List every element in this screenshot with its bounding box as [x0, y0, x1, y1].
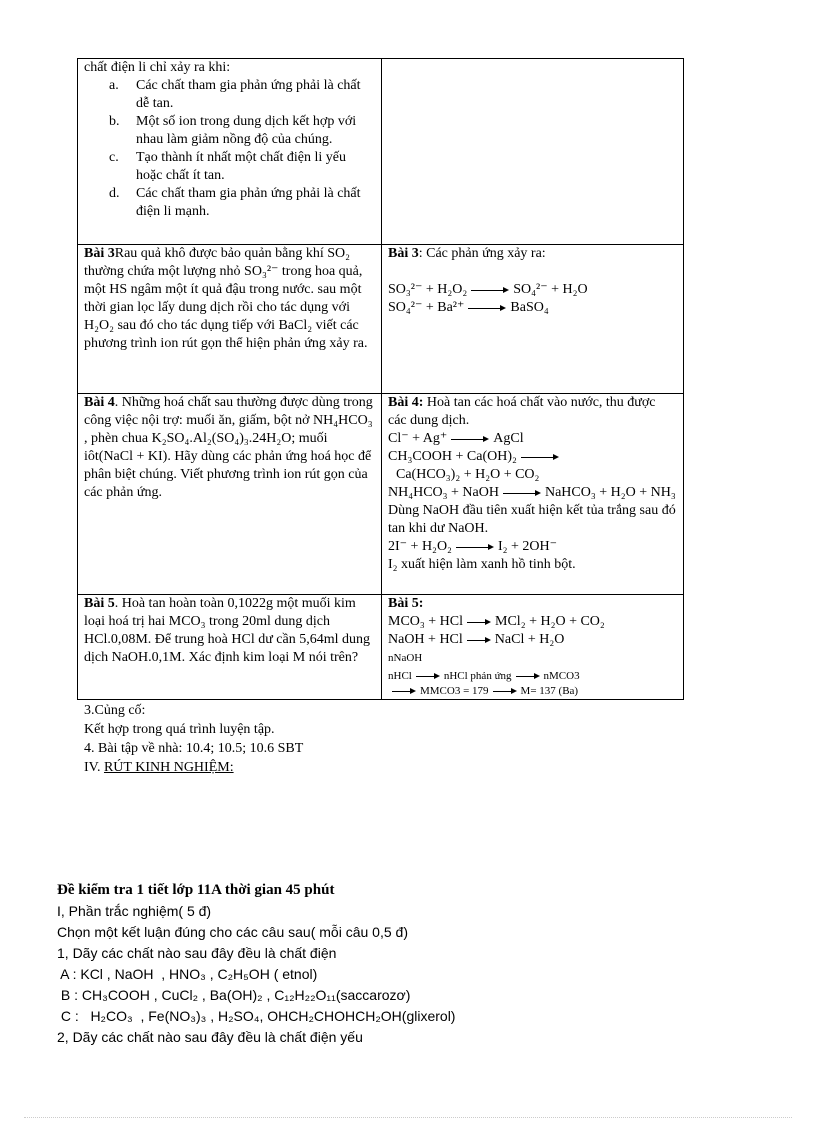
question-cell: [78, 394, 382, 595]
option-d: d. Các chất tham gia phản ứng phải là chất điện li mạnh.: [109, 186, 361, 219]
equation: SO₃²⁻ + H₂O₂ SO₄²⁻ + H₂O: [388, 282, 588, 297]
exercise-table: [77, 58, 684, 700]
answer-cell: [382, 245, 684, 394]
arrow-icon: [471, 286, 509, 294]
arrow-icon: [467, 636, 491, 644]
arrow-icon: [521, 453, 559, 461]
answer-cell: [382, 394, 684, 595]
question-1-b: B : CH₃COOH , CuCl₂ , Ba(OH)₂ , C₁₂H₂₂O₁₁(saccarozơ): [57, 987, 411, 1003]
arrow-icon: [416, 672, 440, 680]
note: Dùng NaOH đầu tiên xuất hiện kết tủa trắng sau đó tan khi dư NaOH.: [388, 503, 676, 536]
equation: SO₄²⁻ + Ba²⁺ BaSO₄: [388, 300, 549, 315]
note: I₂ xuất hiện làm xanh hồ tinh bột.: [388, 557, 576, 572]
bai5-question: Bài 5. Hoà tan hoàn toàn 0,1022g một muối kim loại hoá trị hai MCO₃ trong 20ml dung dịch HCl.0,08M. Để trung hoà HCl dư cần 5,64ml dung dịch NaOH.0,1M. Xác định kim loại M nói trên?: [84, 596, 371, 665]
equation: NH₄HCO₃ + NaOH NaHCO₃ + H₂O + NH₃: [388, 485, 676, 500]
option-c: c. Tạo thành ít nhất một chất điện li yếu hoặc chất ít tan.: [109, 150, 346, 183]
question-cell: [78, 59, 382, 245]
rut-kinh-nghiem: IV. RÚT KINH NGHIỆM:: [84, 760, 234, 775]
equation: NaOH + HCl NaCl + H₂O: [388, 632, 565, 647]
homework: 4. Bài tập về nhà: 10.4; 10.5; 10.6 SBT: [84, 741, 304, 756]
table-row: [78, 595, 684, 700]
equation: MCO₃ + HCl MCl₂ + H₂O + CO₂: [388, 614, 605, 629]
equation: 2I⁻ + H₂O₂ I₂ + 2OH⁻: [388, 539, 557, 554]
question-1: 1, Dãy các chất nào sau đây đều là chất điện: [57, 945, 337, 961]
arrow-icon: [467, 618, 491, 626]
equation: CH₃COOH + Ca(OH)₂ Ca(HCO₃)₂ + H₂O + CO₂: [388, 448, 677, 484]
arrow-icon: [516, 672, 540, 680]
question-1-c: C : H₂CO₃ , Fe(NO₃)₃ , H₂SO₄, OHCH₂CHOHCH₂OH(glixerol): [57, 1008, 456, 1024]
bai3-question: Bài 3Rau quả khô được bảo quản bằng khí SO₂ thường chứa một lượng nhỏ SO₃²⁻ trong hoa quả, một HS ngâm một ít quả đậu trong nước. sau một thời gian lọc lấy dung dịch rồi cho tác dụng với H₂O₂ sau đó cho tác dụng tiếp với BaCl₂ viết các phương trình ion rút gọn thể hiện phản ứng xảy ra.: [84, 246, 368, 351]
exam-section: [57, 880, 455, 1048]
exam-instruction: Chọn một kết luận đúng cho các câu sau( mỗi câu 0,5 đ): [57, 924, 408, 940]
arrow-icon: [468, 304, 506, 312]
bai5-answer-label: Bài 5:: [388, 596, 424, 611]
arrow-icon: [503, 489, 541, 497]
arrow-icon: [493, 687, 517, 695]
question-1-a: A : KCl , NaOH , HNO₃ , C₂H₅OH ( etnol): [57, 966, 318, 982]
option-b: b. Một số ion trong dung dịch kết hợp với nhau làm giảm nồng độ của chúng.: [109, 114, 357, 147]
bai4-answer-intro: Bài 4: Hoà tan các hoá chất vào nước, thu được các dung dịch.: [388, 395, 656, 428]
exam-part: I, Phần trắc nghiệm( 5 đ): [57, 903, 212, 919]
answer-cell: [382, 595, 684, 700]
cung-co-text: Kết hợp trong quá trình luyện tập.: [84, 722, 275, 737]
lesson-footer: [84, 701, 303, 777]
option-a: a. Các chất tham gia phản ứng phải là chất dễ tan.: [109, 78, 361, 111]
table-row: [78, 394, 684, 595]
arrow-icon: [451, 435, 489, 443]
cung-co-title: 3.Củng cố:: [84, 703, 146, 718]
table-row: [78, 245, 684, 394]
arrow-icon: [456, 543, 494, 551]
mole-chain: nHCl nHCl phản ứng nMCO3: [388, 670, 580, 682]
equation: Cl⁻ + Ag⁺ AgCl: [388, 431, 524, 446]
question-intro: chất điện li chỉ xảy ra khi:: [84, 60, 231, 75]
table-row: [78, 59, 684, 245]
answer-cell: [382, 59, 684, 245]
page-bottom-rule: [24, 1117, 792, 1118]
bai4-question: Bài 4. Những hoá chất sau thường được dùng trong công việc nội trợ: muối ăn, giấm, bột nở NH₄HCO₃ , phèn chua K₂SO₄.Al₂(SO₄)₃.24H₂O; muối iôt(NaCl + KI). Hãy dùng các phản ứng hoá học để phân biệt chúng. Viết phương trình ion rút gọn của các phản ứng.: [84, 395, 373, 500]
n-naoh: nNaOH: [388, 652, 423, 664]
question-cell: [78, 595, 382, 700]
question-cell: [78, 245, 382, 394]
question-2: 2, Dãy các chất nào sau đây đều là chất điện yếu: [57, 1029, 363, 1045]
bai3-answer-intro: Bài 3: Các phản ứng xảy ra:: [388, 246, 546, 261]
exam-title: Đề kiểm tra 1 tiết lớp 11A thời gian 45 phút: [57, 882, 335, 898]
arrow-icon: [392, 687, 416, 695]
mass-result: MMCO3 = 179 M= 137 (Ba): [388, 685, 677, 698]
